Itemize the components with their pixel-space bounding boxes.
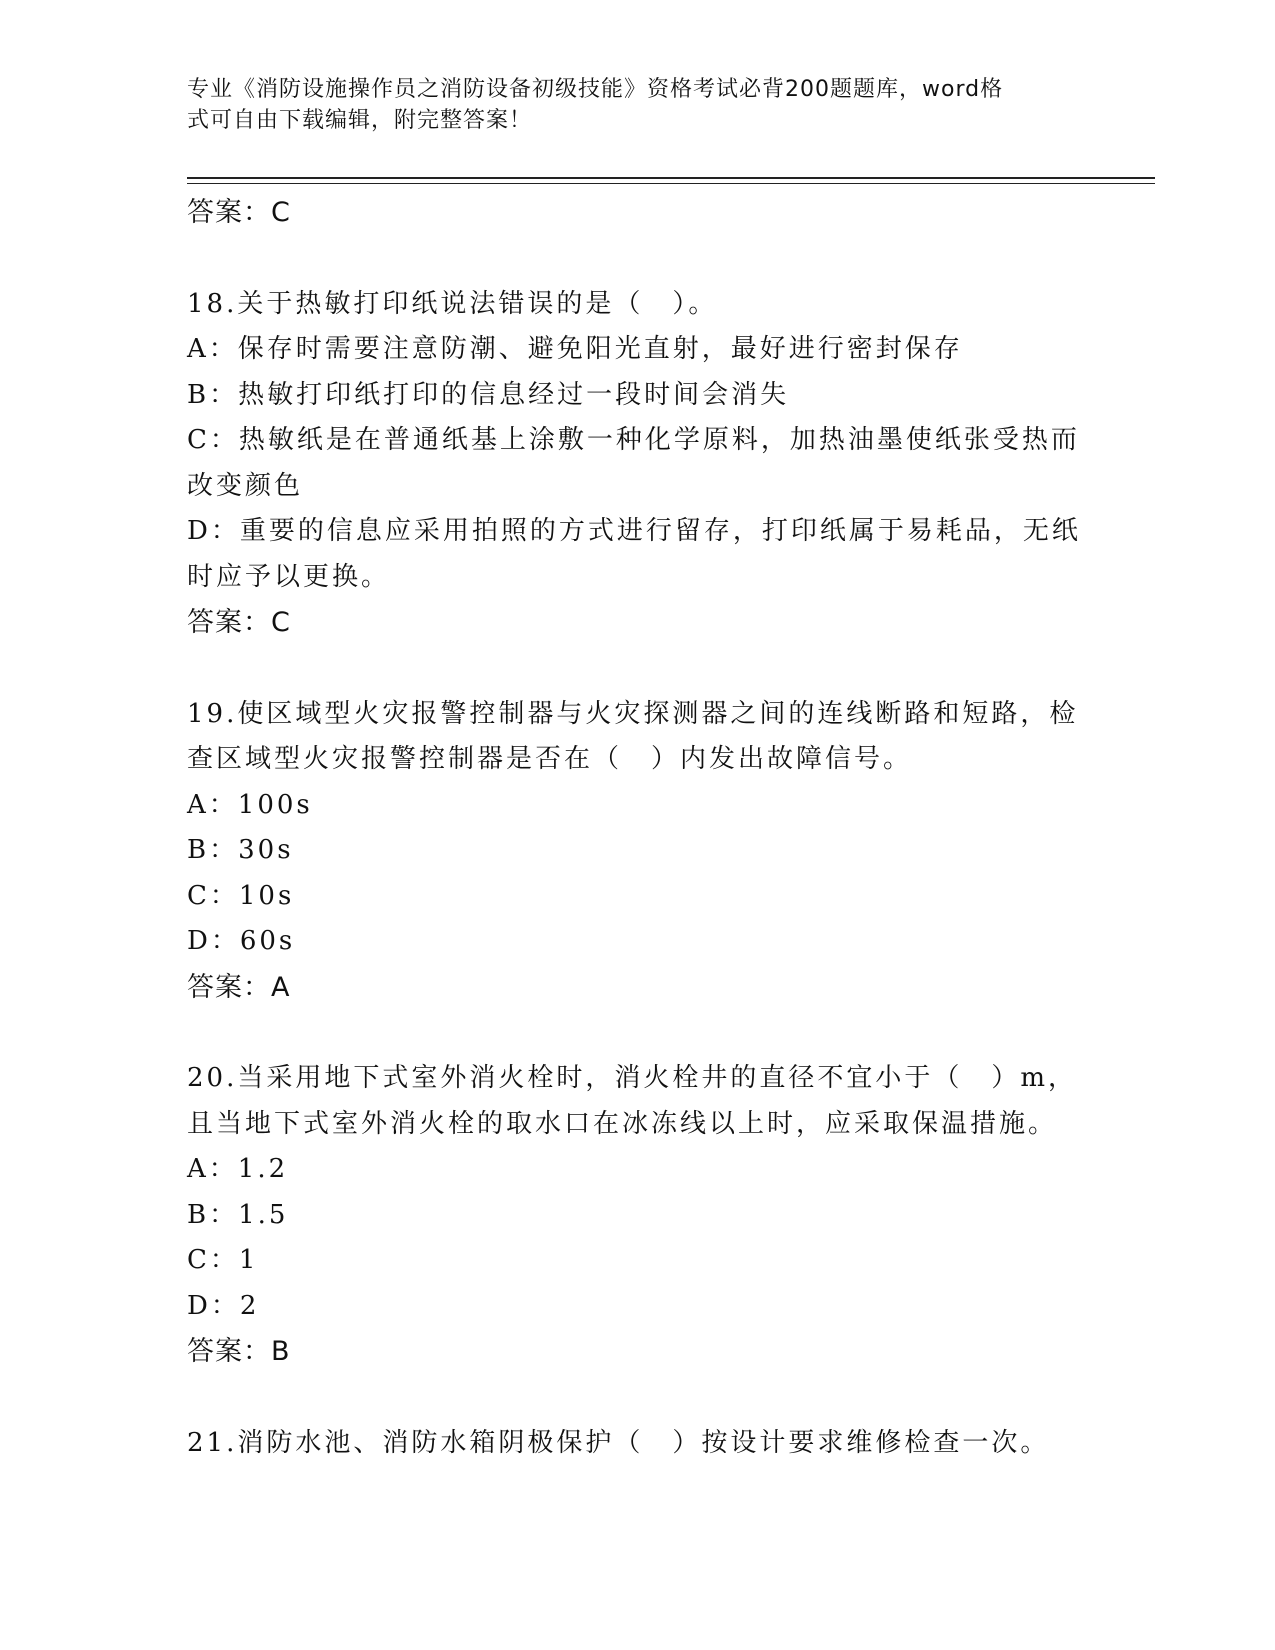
question-stem-continued: 查区域型火灾报警控制器是否在（ ）内发出故障信号。: [187, 744, 913, 774]
spacer: [187, 236, 1087, 282]
header-line-2: 式可自由下载编辑，附完整答案！: [187, 108, 533, 133]
option-c: C：10s: [187, 880, 295, 911]
answer: 答案：C: [187, 607, 291, 638]
question-stem: 18.关于热敏打印纸说法错误的是（ ）。: [187, 288, 718, 319]
option-b: B：热敏打印纸打印的信息经过一段时间会消失: [187, 379, 790, 410]
answer: 答案：A: [187, 971, 291, 1003]
option-d: D：2: [187, 1290, 260, 1321]
question-20: [187, 1056, 1087, 1375]
question-19: [187, 692, 1087, 1011]
option-a: A：保存时需要注意防潮、避免阳光直射，最好进行密封保存: [187, 334, 963, 364]
option-d-continued: 时应予以更换。: [187, 561, 391, 592]
header-divider-thick: [187, 177, 1155, 179]
option-a: A：1.2: [187, 1154, 289, 1184]
option-a: A：100s: [187, 789, 313, 820]
question-stem-continued: 且当地下式室外消火栓的取水口在冰冻线以上时，应采取保温措施。: [187, 1108, 1058, 1139]
question-stem: 19.使区域型火灾报警控制器与火灾探测器之间的连线断路和短路，检: [187, 698, 1079, 729]
question-21: [187, 1421, 1087, 1467]
question-stem: 21.消防水池、消防水箱阴极保护（ ）按设计要求维修检查一次。: [187, 1427, 1050, 1458]
question-list: [187, 190, 1087, 1466]
header-divider-thin: [187, 183, 1155, 184]
option-c: C：1: [187, 1245, 259, 1275]
answer: 答案：B: [187, 1336, 291, 1367]
question-stem: 20.当采用地下式室外消火栓时，消火栓井的直径不宜小于（ ）m，: [187, 1063, 1078, 1093]
option-c-continued: 改变颜色: [187, 470, 304, 501]
option-d: D：60s: [187, 926, 296, 956]
spacer: [187, 1010, 1087, 1056]
header-line-1: 专业《消防设施操作员之消防设备初级技能》资格考试必背200题题库，word格: [187, 77, 1004, 102]
spacer: [187, 646, 1087, 692]
option-d: D：重要的信息应采用拍照的方式进行留存，打印纸属于易耗品，无纸: [187, 516, 1081, 546]
document-header: [187, 74, 1067, 136]
option-b: B：30s: [187, 835, 294, 865]
option-c: C：热敏纸是在普通纸基上涂敷一种化学原料，加热油墨使纸张受热而: [187, 425, 1080, 455]
option-b: B：1.5: [187, 1199, 289, 1230]
question-18: [187, 282, 1087, 646]
answer-previous: 答案：C: [187, 197, 291, 228]
spacer: [187, 1375, 1087, 1421]
